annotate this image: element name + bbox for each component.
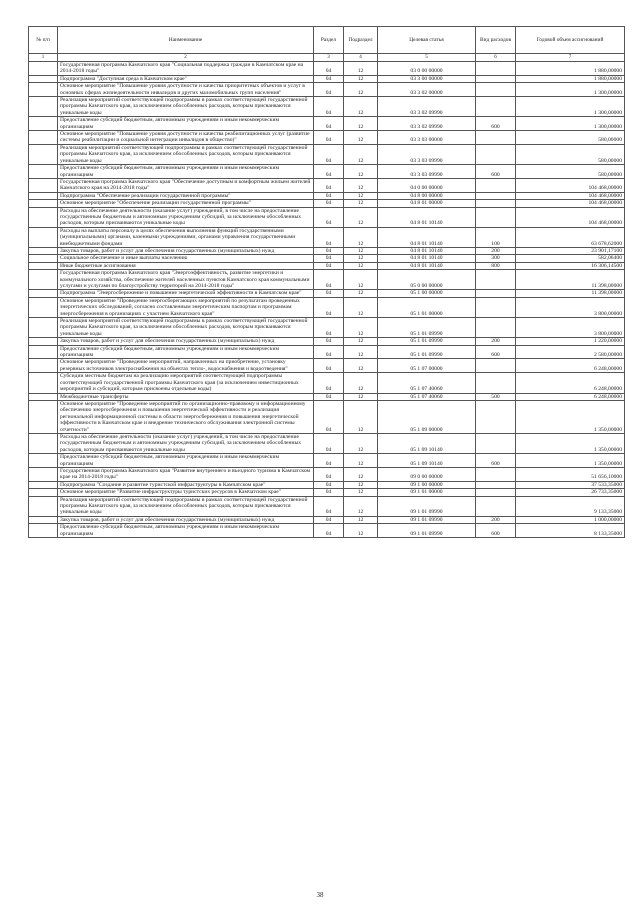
row-number <box>29 290 58 297</box>
row-section: 04 <box>314 467 344 481</box>
row-target-article: 04 8 01 00000 <box>378 200 476 207</box>
row-subsection: 12 <box>344 454 378 468</box>
table-row <box>29 227 625 247</box>
row-section: 04 <box>314 338 344 345</box>
row-subsection: 12 <box>344 270 378 290</box>
row-number <box>29 373 58 393</box>
row-section: 04 <box>314 178 344 192</box>
row-number <box>29 144 58 164</box>
row-number <box>29 481 58 488</box>
header-annual-sum: Годовой объем ассигнований <box>516 27 625 54</box>
table-row <box>29 467 625 481</box>
row-subsection: 12 <box>344 178 378 192</box>
header-expense-type: Вид расходов <box>476 27 516 54</box>
row-expense-type <box>476 496 516 516</box>
row-subsection: 12 <box>344 227 378 247</box>
row-section: 04 <box>314 270 344 290</box>
row-name: Реализация мероприятий соответствующей подпрограммы в рамках соответствующей государственной программы Камчатского края, за исключением обособленных расходов, которым присваиваются уникальные коды <box>58 496 314 516</box>
table-row <box>29 489 625 496</box>
row-number <box>29 62 58 76</box>
row-name: Реализация мероприятий соответствующей подпрограммы в рамках соответствующей государственной программы Камчатского края, за исключением обособленных расходов, которым присваиваются уникальные коды <box>58 318 314 338</box>
row-number <box>29 117 58 131</box>
row-sum: 8 133,35000 <box>516 524 625 538</box>
row-expense-type: 300 <box>476 255 516 262</box>
row-expense-type: 500 <box>476 393 516 400</box>
row-sum: 6 248,00000 <box>516 393 625 400</box>
row-sum: 580,00000 <box>516 144 625 164</box>
row-expense-type <box>476 359 516 373</box>
row-number <box>29 338 58 345</box>
table-body <box>29 62 625 538</box>
row-name: Государственная программа Камчатского края "Социальная поддержка граждан в Камчатском крае на 2014-2018 годы" <box>58 62 314 76</box>
row-number <box>29 83 58 97</box>
row-expense-type: 800 <box>476 262 516 269</box>
row-target-article: 03 3 00 00000 <box>378 75 476 82</box>
row-subsection: 12 <box>344 338 378 345</box>
row-section: 04 <box>314 227 344 247</box>
row-subsection: 12 <box>344 207 378 227</box>
row-sum: 16 306,14500 <box>516 262 625 269</box>
row-subsection: 12 <box>344 117 378 131</box>
row-section: 04 <box>314 247 344 254</box>
row-number <box>29 192 58 199</box>
row-expense-type <box>476 192 516 199</box>
row-subsection: 12 <box>344 393 378 400</box>
row-subsection: 12 <box>344 62 378 76</box>
row-section: 04 <box>314 117 344 131</box>
row-number <box>29 516 58 523</box>
row-name: Основное мероприятие "Проведение мероприятий, направленных на приобретение, установку резервных источников электроснабжения на объектах тепло-, водоснабжения и водоотведения" <box>58 359 314 373</box>
row-sum: 1 300,00000 <box>516 97 625 117</box>
row-expense-type <box>476 467 516 481</box>
table-row <box>29 192 625 199</box>
row-name: Межбюджетные трансферты <box>58 393 314 400</box>
row-target-article: 05 1 00 00000 <box>378 290 476 297</box>
row-subsection: 12 <box>344 255 378 262</box>
row-target-article: 03 3 02 09990 <box>378 117 476 131</box>
row-number <box>29 318 58 338</box>
row-target-article: 04 8 01 10140 <box>378 247 476 254</box>
row-subsection: 12 <box>344 516 378 523</box>
row-target-article: 04 8 01 10140 <box>378 255 476 262</box>
row-sum: 104 468,00000 <box>516 207 625 227</box>
table-row <box>29 359 625 373</box>
row-expense-type: 600 <box>476 454 516 468</box>
table-row <box>29 97 625 117</box>
row-section: 04 <box>314 62 344 76</box>
row-name: Подпрограмма "Создание и развитие туристской инфраструктуры в Камчатском крае" <box>58 481 314 488</box>
row-sum: 11 398,00000 <box>516 270 625 290</box>
row-target-article: 03 0 00 00000 <box>378 62 476 76</box>
table-row <box>29 400 625 433</box>
row-section: 04 <box>314 516 344 523</box>
row-expense-type <box>476 97 516 117</box>
table-header-row <box>29 27 625 54</box>
row-target-article: 03 3 02 00000 <box>378 83 476 97</box>
header-subsection: Подраздел <box>344 27 378 54</box>
row-name: Предоставление субсидий бюджетным, автономным учреждениям и иным некоммерческим организациям <box>58 117 314 131</box>
row-subsection: 12 <box>344 433 378 453</box>
row-expense-type <box>476 318 516 338</box>
row-target-article: 09 1 01 09990 <box>378 524 476 538</box>
row-number <box>29 454 58 468</box>
row-sum: 582,06400 <box>516 255 625 262</box>
row-sum: 104 468,00000 <box>516 178 625 192</box>
row-section: 04 <box>314 255 344 262</box>
row-section: 04 <box>314 144 344 164</box>
row-sum: 11 398,00000 <box>516 290 625 297</box>
row-target-article: 09 1 01 09990 <box>378 516 476 523</box>
row-subsection: 12 <box>344 290 378 297</box>
row-sum: 1 220,00000 <box>516 338 625 345</box>
row-sum: 26 733,35000 <box>516 489 625 496</box>
row-number <box>29 247 58 254</box>
row-name: Основное мероприятие "Обеспечение реализации государственной программы" <box>58 200 314 207</box>
row-sum: 2 580,00000 <box>516 345 625 359</box>
row-name: Реализация мероприятий соответствующей подпрограммы в рамках соответствующей государственной программы Камчатского края, за исключением обособленных расходов, которым присваиваются уникальные коды <box>58 144 314 164</box>
row-section: 04 <box>314 200 344 207</box>
row-subsection: 12 <box>344 75 378 82</box>
row-sum: 51 656,10000 <box>516 467 625 481</box>
row-name: Предоставление субсидий бюджетным, автономным учреждениям и иным некоммерческим организациям <box>58 165 314 179</box>
row-sum: 63 678,62000 <box>516 227 625 247</box>
row-subsection: 12 <box>344 467 378 481</box>
row-name: Предоставление субсидий бюджетным, автономным учреждениям и иным некоммерческим организациям <box>58 345 314 359</box>
row-expense-type <box>476 290 516 297</box>
table-row <box>29 318 625 338</box>
row-sum: 1 880,00000 <box>516 62 625 76</box>
row-subsection: 12 <box>344 144 378 164</box>
row-target-article: 05 0 00 00000 <box>378 270 476 290</box>
row-expense-type <box>476 83 516 97</box>
table-row <box>29 62 625 76</box>
row-section: 04 <box>314 373 344 393</box>
column-number: 5 <box>378 54 476 62</box>
row-target-article: 03 3 03 00000 <box>378 131 476 145</box>
table-row <box>29 83 625 97</box>
table-row <box>29 262 625 269</box>
row-sum: 1 350,00000 <box>516 400 625 433</box>
table-row <box>29 75 625 82</box>
row-sum: 1 300,00000 <box>516 83 625 97</box>
row-name: Расходы на выплаты персоналу в целях обеспечения выполнения функций государственными (муниципальными) органами, казенными учреждениями, органами управления государственными внебюджетными фондами <box>58 227 314 247</box>
row-expense-type: 600 <box>476 117 516 131</box>
row-target-article: 05 1 01 00000 <box>378 297 476 317</box>
row-section: 04 <box>314 345 344 359</box>
row-section: 04 <box>314 393 344 400</box>
table-row <box>29 297 625 317</box>
row-target-article: 03 3 03 09990 <box>378 144 476 164</box>
row-sum: 580,00000 <box>516 131 625 145</box>
row-name: Государственная программа Камчатского края "Энергоэффективность, развитие энергетики и коммунального хозяйства, обеспечение жителей населенных пунктов Камчатского края коммунальными услугами и услугами по благоустройству территорий на 2014-2018 годы" <box>58 270 314 290</box>
row-section: 04 <box>314 83 344 97</box>
row-section: 04 <box>314 496 344 516</box>
row-section: 04 <box>314 262 344 269</box>
row-name: Основное мероприятие "Развитие инфраструктуры туристских ресурсов в Камчатском крае" <box>58 489 314 496</box>
row-expense-type <box>476 400 516 433</box>
table-row <box>29 200 625 207</box>
column-number: 7 <box>516 54 625 62</box>
row-section: 04 <box>314 75 344 82</box>
row-section: 04 <box>314 359 344 373</box>
row-sum: 6 248,00000 <box>516 359 625 373</box>
row-number <box>29 433 58 453</box>
row-number <box>29 97 58 117</box>
row-subsection: 12 <box>344 247 378 254</box>
row-name: Предоставление субсидий бюджетным, автономным учреждениям и иным некоммерческим организациям <box>58 524 314 538</box>
row-name: Социальное обеспечение и иные выплаты населению <box>58 255 314 262</box>
row-expense-type <box>476 178 516 192</box>
row-expense-type <box>476 144 516 164</box>
row-expense-type: 200 <box>476 516 516 523</box>
row-target-article: 04 0 00 00000 <box>378 178 476 192</box>
row-sum: 1 000,00000 <box>516 516 625 523</box>
table-row <box>29 270 625 290</box>
row-name: Подпрограмма "Обеспечение реализации государственной программы" <box>58 192 314 199</box>
row-target-article: 04 8 00 00000 <box>378 192 476 199</box>
row-expense-type <box>476 297 516 317</box>
table-row <box>29 247 625 254</box>
table-row <box>29 290 625 297</box>
row-section: 04 <box>314 290 344 297</box>
row-subsection: 12 <box>344 373 378 393</box>
row-subsection: 12 <box>344 97 378 117</box>
row-target-article: 09 1 01 00000 <box>378 489 476 496</box>
table-row <box>29 131 625 145</box>
row-name: Основное мероприятие "Проведение мероприятий по организационно-правовому и информационному обеспечению энергосбережения и повышения энергетической эффективности и реализация региональной информационной системы в области энергосбережения и повышения энергетической эффективности в Камчатском крае и внедрение технического обслуживания электронной системы отчетности" <box>58 400 314 433</box>
row-section: 04 <box>314 481 344 488</box>
row-name: Предоставление субсидий бюджетным, автономным учреждениям и иным некоммерческим организациям <box>58 454 314 468</box>
row-subsection: 12 <box>344 489 378 496</box>
row-name: Закупка товаров, работ и услуг для обеспечения государственных (муниципальных) нужд <box>58 516 314 523</box>
row-expense-type: 100 <box>476 227 516 247</box>
row-name: Субсидии местным бюджетам на реализацию мероприятий соответствующей подпрограммы соответствующей государственной программы Камчатского края (за исключением инвестиционных мероприятий и субсидий, которым присвоены отдельные коды) <box>58 373 314 393</box>
row-number <box>29 297 58 317</box>
column-number: 3 <box>314 54 344 62</box>
row-name: Расходы на обеспечение деятельности (оказание услуг) учреждений, в том числе на предоставление государственным бюджетным и автономным учреждениям субсидий, за исключением обособленных расходов, которым присваиваются уникальные коды <box>58 207 314 227</box>
row-number <box>29 131 58 145</box>
table-row <box>29 454 625 468</box>
table-row <box>29 373 625 393</box>
row-name: Закупка товаров, работ и услуг для обеспечения государственных (муниципальных) нужд <box>58 247 314 254</box>
header-name: Наименование <box>58 27 314 54</box>
row-name: Основное мероприятие "Проведение энергосберегающих мероприятий по результатам проведенных энергетических обследований, согласно составленным энергетическим паспортам и программам энергосбережения в организациях с участием Камчатского края" <box>58 297 314 317</box>
row-name: Основное мероприятие "Повышение уровня доступности и качества приоритетных объектов и услуг в основных сферах жизнедеятельности инвалидов и других маломобильных групп населения" <box>58 83 314 97</box>
row-target-article: 09 1 01 09990 <box>378 496 476 516</box>
row-subsection: 12 <box>344 192 378 199</box>
row-subsection: 12 <box>344 83 378 97</box>
row-number <box>29 178 58 192</box>
row-expense-type <box>476 481 516 488</box>
row-number <box>29 262 58 269</box>
row-section: 04 <box>314 400 344 433</box>
table-row <box>29 207 625 227</box>
table-row <box>29 481 625 488</box>
row-section: 04 <box>314 454 344 468</box>
row-number <box>29 359 58 373</box>
row-section: 04 <box>314 207 344 227</box>
table-row <box>29 393 625 400</box>
row-expense-type: 200 <box>476 247 516 254</box>
row-section: 04 <box>314 524 344 538</box>
row-name: Государственная программа Камчатского края "Развитие внутреннего и въездного туризма в Камчатском крае на 2014-2018 годы" <box>58 467 314 481</box>
row-subsection: 12 <box>344 165 378 179</box>
row-number <box>29 200 58 207</box>
row-number <box>29 467 58 481</box>
row-sum: 1 350,00000 <box>516 433 625 453</box>
row-target-article: 05 1 09 00000 <box>378 400 476 433</box>
column-number: 1 <box>29 54 58 62</box>
row-name: Закупка товаров, работ и услуг для обеспечения государственных (муниципальных) нужд <box>58 338 314 345</box>
row-target-article: 05 1 01 09990 <box>378 345 476 359</box>
table-row <box>29 255 625 262</box>
row-sum: 6 248,00000 <box>516 373 625 393</box>
row-name: Расходы на обеспечение деятельности (оказание услуг) учреждений, в том числе на предоставление государственным бюджетным и автономным учреждениям субсидий, за исключением обособленных расходов, которым присваиваются уникальные коды <box>58 433 314 453</box>
row-subsection: 12 <box>344 318 378 338</box>
row-expense-type <box>476 200 516 207</box>
row-number <box>29 524 58 538</box>
table-row <box>29 144 625 164</box>
row-expense-type <box>476 433 516 453</box>
header-section: Раздел <box>314 27 344 54</box>
row-subsection: 12 <box>344 496 378 516</box>
table-row <box>29 165 625 179</box>
row-name: Реализация мероприятий соответствующей подпрограммы в рамках соответствующей государственной программы Камчатского края, за исключением обособленных расходов, которым присваиваются уникальные коды <box>58 97 314 117</box>
row-expense-type: 600 <box>476 345 516 359</box>
row-target-article: 03 3 02 09990 <box>378 97 476 117</box>
row-expense-type <box>476 207 516 227</box>
table-row <box>29 433 625 453</box>
table-row <box>29 117 625 131</box>
row-target-article: 09 0 00 00000 <box>378 467 476 481</box>
row-number <box>29 75 58 82</box>
row-sum: 1 300,00000 <box>516 117 625 131</box>
row-subsection: 12 <box>344 400 378 433</box>
row-sum: 37 533,35000 <box>516 481 625 488</box>
row-section: 04 <box>314 192 344 199</box>
budget-table-sheet <box>28 26 624 538</box>
table-row <box>29 345 625 359</box>
row-expense-type <box>476 373 516 393</box>
row-sum: 23 901,17100 <box>516 247 625 254</box>
row-name: Подпрограмма "Энергосбережение и повышение энергетической эффективности в Камчатском крае" <box>58 290 314 297</box>
row-number <box>29 165 58 179</box>
row-expense-type <box>476 489 516 496</box>
row-target-article: 05 1 07 00000 <box>378 359 476 373</box>
column-number: 4 <box>344 54 378 62</box>
row-sum: 9 133,35000 <box>516 496 625 516</box>
row-target-article: 04 8 01 10140 <box>378 262 476 269</box>
row-name: Основное мероприятие "Повышение уровня доступности и качества реабилитационных услуг (развитие системы реабилитации и социальной интеграции инвалидов в общество)" <box>58 131 314 145</box>
row-section: 04 <box>314 297 344 317</box>
row-expense-type <box>476 270 516 290</box>
table-row <box>29 524 625 538</box>
row-expense-type <box>476 131 516 145</box>
row-number <box>29 255 58 262</box>
row-expense-type <box>476 62 516 76</box>
row-number <box>29 496 58 516</box>
row-target-article: 09 1 00 00000 <box>378 481 476 488</box>
row-target-article: 04 8 01 10140 <box>378 227 476 247</box>
column-number-row <box>29 54 625 62</box>
table-row <box>29 338 625 345</box>
row-expense-type: 600 <box>476 524 516 538</box>
row-name: Подпрограмма "Доступная среда в Камчатском крае" <box>58 75 314 82</box>
row-sum: 3 800,00000 <box>516 297 625 317</box>
row-subsection: 12 <box>344 524 378 538</box>
row-target-article: 05 1 07 40060 <box>378 393 476 400</box>
row-sum: 580,00000 <box>516 165 625 179</box>
header-target-article: Целевая статья <box>378 27 476 54</box>
column-number: 2 <box>58 54 314 62</box>
row-target-article: 05 1 01 09990 <box>378 338 476 345</box>
budget-table <box>28 26 625 538</box>
row-target-article: 05 1 01 09990 <box>378 318 476 338</box>
row-name: Государственная программа Камчатского края "Обеспечение доступным и комфортным жильем жителей Камчатского края на 2014-2018 годы" <box>58 178 314 192</box>
row-target-article: 03 3 03 09990 <box>378 165 476 179</box>
row-sum: 1 350,00000 <box>516 454 625 468</box>
row-section: 04 <box>314 433 344 453</box>
row-target-article: 05 1 09 10140 <box>378 433 476 453</box>
row-subsection: 12 <box>344 200 378 207</box>
row-expense-type <box>476 75 516 82</box>
row-sum: 104 468,00000 <box>516 192 625 199</box>
row-section: 04 <box>314 131 344 145</box>
column-number: 6 <box>476 54 516 62</box>
row-subsection: 12 <box>344 297 378 317</box>
row-section: 04 <box>314 318 344 338</box>
row-number <box>29 489 58 496</box>
header-num: № п/п <box>29 27 58 54</box>
row-target-article: 05 1 09 10140 <box>378 454 476 468</box>
table-row <box>29 178 625 192</box>
row-number <box>29 400 58 433</box>
row-number <box>29 207 58 227</box>
row-expense-type: 600 <box>476 165 516 179</box>
row-number <box>29 345 58 359</box>
row-target-article: 05 1 07 40060 <box>378 373 476 393</box>
table-row <box>29 516 625 523</box>
row-section: 04 <box>314 165 344 179</box>
row-subsection: 12 <box>344 359 378 373</box>
page-number: 38 <box>316 891 324 899</box>
row-subsection: 12 <box>344 131 378 145</box>
row-subsection: 12 <box>344 262 378 269</box>
row-subsection: 12 <box>344 345 378 359</box>
row-sum: 3 800,00000 <box>516 318 625 338</box>
row-target-article: 04 8 01 10140 <box>378 207 476 227</box>
row-name: Иные бюджетные ассигнования <box>58 262 314 269</box>
row-expense-type: 200 <box>476 338 516 345</box>
row-section: 04 <box>314 489 344 496</box>
row-sum: 1 880,00000 <box>516 75 625 82</box>
row-section: 04 <box>314 97 344 117</box>
table-row <box>29 496 625 516</box>
row-number <box>29 270 58 290</box>
row-number <box>29 227 58 247</box>
row-number <box>29 393 58 400</box>
row-sum: 104 468,00000 <box>516 200 625 207</box>
row-subsection: 12 <box>344 481 378 488</box>
